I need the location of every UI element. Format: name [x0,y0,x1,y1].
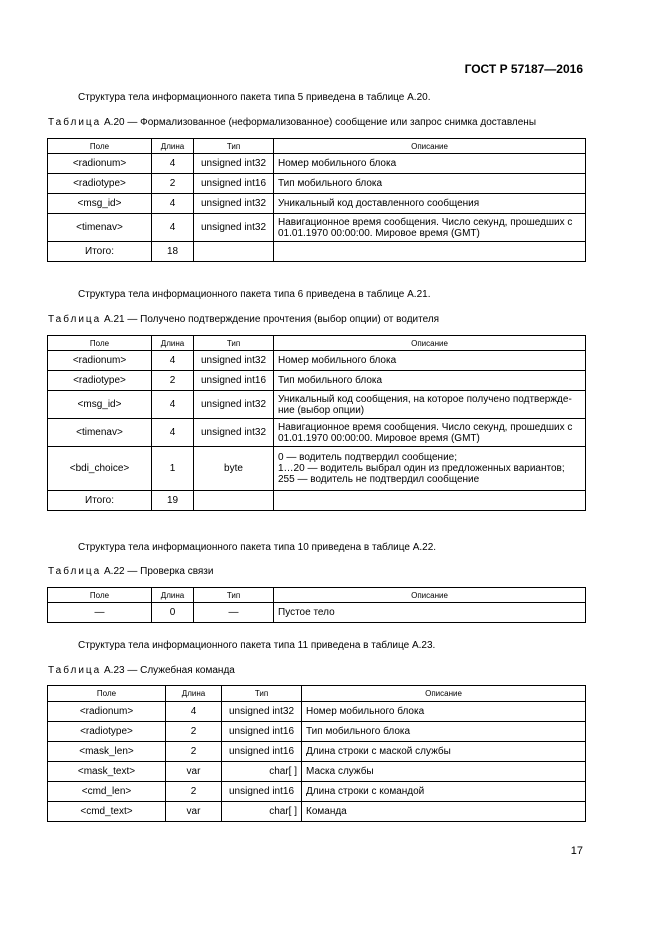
cell-field: <timenav> [48,214,152,242]
cell-description: Команда [302,802,586,822]
cell-field: <radiotype> [48,174,152,194]
cell-description: Навигационное время сообщения. Число секунд, прошедших с 01.01.1970 00:00:00. Мировое время (GMT) [274,419,586,447]
table-a21 [47,335,586,511]
table-row [48,802,586,822]
cell-type: char[ ] [222,802,302,822]
cell-field: <radiotype> [48,371,152,391]
cell-description: 0 — водитель подтвердил сообщение; 1…20 — водитель выбрал один из предложенных вариантов; 255 — водитель не подтвердил сообщение [274,447,586,491]
cell-length: 4 [152,351,194,371]
table-row [48,391,586,419]
column-header: Тип [194,588,274,603]
cell-field: <timenav> [48,419,152,447]
cell-description: Номер мобильного блока [274,154,586,174]
table-row [48,351,586,371]
cell-length: 4 [152,214,194,242]
caption-a20-text: А.20 — Формализованное (неформализованное) сообщение или запрос снимка доставлены [104,117,537,128]
cell-field: <radiotype> [48,722,166,742]
table-row [48,419,586,447]
intro-a22: Структура тела информационного пакета типа 10 приведена в таблице А.22. [78,542,437,553]
caption-a20-prefix: Таблица [48,117,102,128]
caption-a21 [48,314,439,325]
cell-length: 2 [152,371,194,391]
cell-field: <radionum> [48,351,152,371]
cell-description: Длина строки с маской службы [302,742,586,762]
cell-field: <msg_id> [48,391,152,419]
cell-length: 4 [152,419,194,447]
cell-type: unsigned int16 [222,722,302,742]
caption-a23-prefix: Таблица [48,665,102,676]
table-header-row [48,588,586,603]
cell-length: var [166,762,222,782]
cell-field: Итого: [48,242,152,262]
table-row [48,603,586,623]
cell-field: <msg_id> [48,194,152,214]
cell-length: 19 [152,491,194,511]
column-header: Описание [302,686,586,702]
cell-description: Длина строки с командой [302,782,586,802]
column-header: Тип [222,686,302,702]
column-header: Длина [152,588,194,603]
cell-description: Номер мобильного блока [274,351,586,371]
cell-field: <mask_text> [48,762,166,782]
cell-description: Пустое тело [274,603,586,623]
caption-a23-text: А.23 — Служебная команда [104,665,235,676]
table-row [48,154,586,174]
cell-description: Уникальный код сообщения, на которое получено подтвержде-ние (выбор опции) [274,391,586,419]
cell-length: 4 [152,194,194,214]
cell-type: unsigned int16 [194,174,274,194]
cell-type: unsigned int32 [194,154,274,174]
caption-a22 [48,566,213,577]
cell-type: — [194,603,274,623]
intro-a21: Структура тела информационного пакета типа 6 приведена в таблице А.21. [78,289,431,300]
caption-a23 [48,665,235,676]
cell-description: Тип мобильного блока [274,174,586,194]
cell-type: unsigned int32 [194,419,274,447]
cell-length: 1 [152,447,194,491]
table-row [48,491,586,511]
column-header: Длина [152,336,194,351]
table-row [48,242,586,262]
cell-field: <radionum> [48,154,152,174]
cell-length: 0 [152,603,194,623]
column-header: Длина [166,686,222,702]
table-row [48,174,586,194]
cell-field: <mask_len> [48,742,166,762]
cell-description [274,242,586,262]
column-header: Поле [48,686,166,702]
cell-length: 2 [166,722,222,742]
column-header: Описание [274,139,586,154]
cell-description: Маска службы [302,762,586,782]
table-row [48,722,586,742]
cell-type [194,242,274,262]
cell-description: Тип мобильного блока [274,371,586,391]
cell-length: var [166,802,222,822]
table-row [48,702,586,722]
column-header: Тип [194,139,274,154]
cell-length: 2 [166,782,222,802]
caption-a21-text: А.21 — Получено подтверждение прочтения (выбор опции) от водителя [104,314,440,325]
table-a23 [47,685,586,822]
table-a20 [47,138,586,262]
cell-field: — [48,603,152,623]
table-row [48,742,586,762]
cell-type: unsigned int32 [194,391,274,419]
caption-a21-prefix: Таблица [48,314,102,325]
cell-length: 4 [152,391,194,419]
column-header: Описание [274,336,586,351]
table-header-row [48,336,586,351]
cell-length: 2 [152,174,194,194]
intro-a20: Структура тела информационного пакета типа 5 приведена в таблице А.20. [78,92,431,103]
cell-type: unsigned int32 [194,194,274,214]
table-row [48,447,586,491]
cell-field: <cmd_len> [48,782,166,802]
column-header: Тип [194,336,274,351]
table-row [48,782,586,802]
table-header-row [48,686,586,702]
cell-length: 4 [152,154,194,174]
table-row [48,194,586,214]
cell-type [194,491,274,511]
column-header: Поле [48,336,152,351]
intro-a23: Структура тела информационного пакета типа 11 приведена в таблице А.23. [78,640,436,651]
cell-field: <cmd_text> [48,802,166,822]
table-row [48,371,586,391]
cell-type: unsigned int16 [222,782,302,802]
cell-field: <bdi_choice> [48,447,152,491]
cell-description [274,491,586,511]
cell-length: 2 [166,742,222,762]
table-a22 [47,587,586,623]
column-header: Описание [274,588,586,603]
cell-length: 4 [166,702,222,722]
cell-description: Тип мобильного блока [302,722,586,742]
caption-a20 [48,117,536,128]
cell-type: unsigned int16 [222,742,302,762]
column-header: Поле [48,588,152,603]
column-header: Длина [152,139,194,154]
cell-field: <radionum> [48,702,166,722]
column-header: Поле [48,139,152,154]
table-row [48,214,586,242]
document-header: ГОСТ Р 57187—2016 [464,62,583,76]
cell-description: Уникальный код доставленного сообщения [274,194,586,214]
cell-length: 18 [152,242,194,262]
caption-a22-text: А.22 — Проверка связи [104,566,214,577]
caption-a22-prefix: Таблица [48,566,102,577]
cell-field: Итого: [48,491,152,511]
table-header-row [48,139,586,154]
cell-type: unsigned int32 [222,702,302,722]
cell-type: unsigned int16 [194,371,274,391]
cell-type: byte [194,447,274,491]
cell-type: unsigned int32 [194,214,274,242]
cell-type: unsigned int32 [194,351,274,371]
page-number: 17 [570,845,583,857]
cell-description: Навигационное время сообщения. Число секунд, прошедших с 01.01.1970 00:00:00. Мировое время (GMT) [274,214,586,242]
table-row [48,762,586,782]
cell-description: Номер мобильного блока [302,702,586,722]
cell-type: char[ ] [222,762,302,782]
